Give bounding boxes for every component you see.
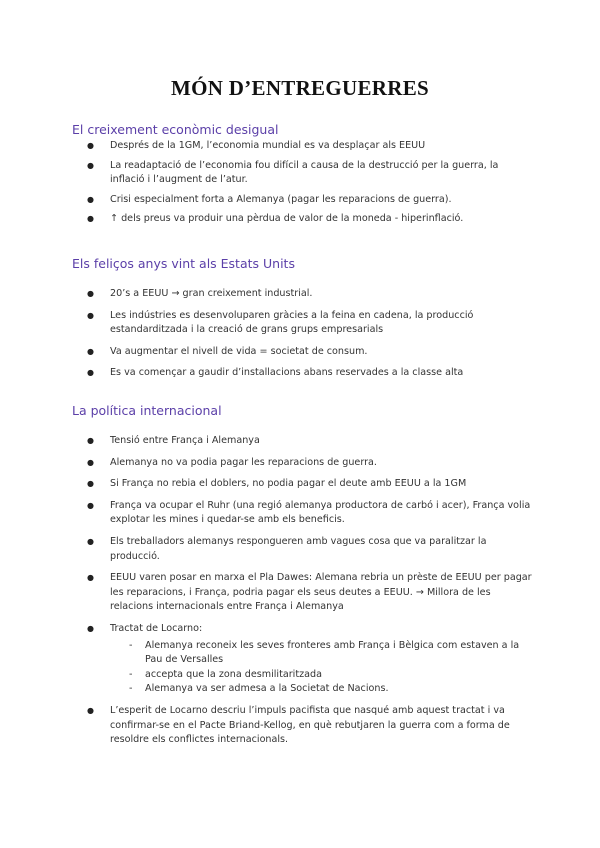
list-item: ● Tensió entre França i Alemanya [72,434,532,449]
list-item: ● França va ocupar el Ruhr (una regió alemanya productora de carbó i acer), França volia explotar les mines i quedar-se amb els beneficis. [72,499,532,528]
list-item-locarno [72,622,532,697]
list-item: ● Després de la 1GM, l’economia mundial es va desplaçar als EEUU [72,139,532,154]
list-item: ● Va augmentar el nivell de vida = societat de consum. [72,345,532,360]
international-politics-list [72,434,532,755]
section-heading-economic-growth: El creixement econòmic desigual [72,122,279,137]
section-heading-international-politics: La política internacional [72,403,222,418]
list-item: ● La readaptació de l’economia fou difícil a causa de la destrucció per la guerra, la inflació i l’augment de l’atur. [72,159,532,188]
list-item: ● L’esperit de Locarno descriu l’impuls pacifista que nasqué amb aquest tractat i va confirmar-se en el Pacte Briand-Kellog, en què rebutjaren la guerra com a forma de resoldre els conflictes internacionals. [72,704,532,748]
economic-growth-list [72,139,532,234]
list-item: ● 20’s a EEUU → gran creixement industrial. [72,287,532,302]
sublist-item: - Alemanya reconeix les seves fronteres amb França i Bèlgica com estaven a la Pau de Versalles [110,639,532,668]
section-heading-roaring-twenties: Els feliços anys vint als Estats Units [72,256,295,271]
list-item: ● Crisi especialment forta a Alemanya (pagar les reparacions de guerra). [72,193,532,208]
sublist-item: - Alemanya va ser admesa a la Societat de Nacions. [110,682,532,697]
list-item: ● Els treballadors alemanys respongueren amb vagues cosa que va paralitzar la producció. [72,535,532,564]
locarno-label: Tractat de Locarno: [110,622,203,634]
list-item: ● Si França no rebia el doblers, no podia pagar el deute amb EEUU a la 1GM [72,477,532,492]
sublist-item: - accepta que la zona desmilitaritzada [110,668,532,683]
locarno-sublist [110,639,532,697]
page-title: MÓN D’ENTREGUERRES [170,76,429,100]
list-item: ● EEUU varen posar en marxa el Pla Dawes: Alemana rebria un prèste de EEUU per pagar les reparacions, i França, podria pagar els seus deutes a EEUU. → Millora de les relacions internacionals entre França i Alemanya [72,571,532,615]
list-item: ● Es va començar a gaudir d’installacions abans reservades a la classe alta [72,366,532,381]
list-item: ● Les indústries es desenvoluparen gràcies a la feina en cadena, la producció estandarditzada i la creació de grans grups empresarials [72,309,532,338]
roaring-twenties-list [72,287,532,388]
list-item: ● ↑ dels preus va produir una pèrdua de valor de la moneda - hiperinflació. [72,212,532,227]
list-item: ● Alemanya no va podia pagar les reparacions de guerra. [72,456,532,471]
